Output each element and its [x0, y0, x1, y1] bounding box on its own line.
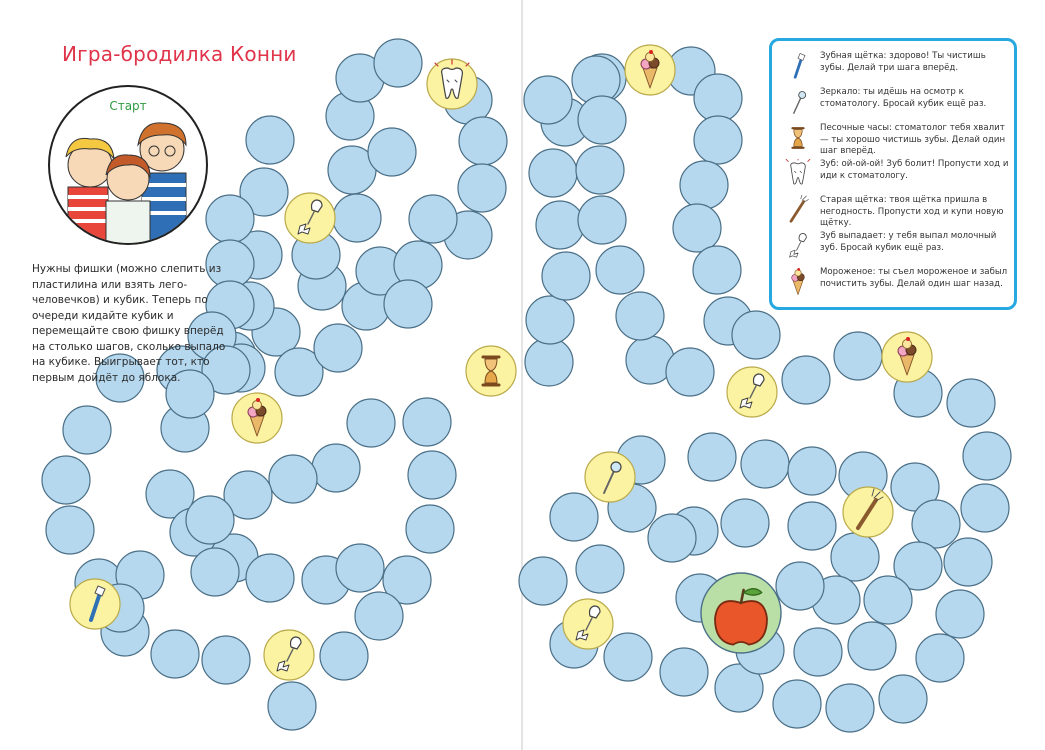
board-space[interactable]	[776, 562, 824, 610]
legend-text: Зубная щётка: здорово! Ты чистишь зубы. Делай три шага вперёд.	[820, 51, 986, 73]
special-space[interactable]	[625, 45, 675, 95]
board-space[interactable]	[529, 149, 577, 197]
board-space[interactable]	[409, 195, 457, 243]
board-space[interactable]	[550, 493, 598, 541]
board-space[interactable]	[616, 292, 664, 340]
board-space[interactable]	[576, 545, 624, 593]
legend-box	[769, 38, 1017, 310]
board-space[interactable]	[206, 195, 254, 243]
special-space[interactable]	[264, 630, 314, 680]
falling-tooth-icon	[780, 231, 820, 261]
board-space[interactable]	[693, 246, 741, 294]
special-space[interactable]	[466, 346, 516, 396]
board-space[interactable]	[578, 96, 626, 144]
board-space[interactable]	[741, 440, 789, 488]
legend-text: Зеркало: ты идёшь на осмотр к стоматологу. Бросай кубик ещё раз.	[820, 87, 987, 109]
board-space[interactable]	[459, 117, 507, 165]
legend-item	[780, 231, 1010, 261]
board-space[interactable]	[826, 684, 874, 732]
board-space[interactable]	[536, 201, 584, 249]
board-space[interactable]	[680, 161, 728, 209]
board-space[interactable]	[542, 252, 590, 300]
legend-text: Мороженое: ты съел мороженое и забыл почистить зубы. Делай один шаг назад.	[820, 267, 1008, 289]
board-space[interactable]	[788, 447, 836, 495]
board-space[interactable]	[848, 622, 896, 670]
board-space[interactable]	[269, 455, 317, 503]
board-space[interactable]	[246, 554, 294, 602]
board-space[interactable]	[688, 433, 736, 481]
special-space[interactable]	[70, 579, 120, 629]
page-title: Игра-бродилка Конни	[62, 42, 297, 66]
special-space[interactable]	[427, 59, 477, 109]
board-space[interactable]	[721, 499, 769, 547]
board-space[interactable]	[794, 628, 842, 676]
board-space[interactable]	[912, 500, 960, 548]
board-space[interactable]	[403, 398, 451, 446]
legend-item	[780, 87, 1010, 117]
board-space[interactable]	[673, 204, 721, 252]
legend-item	[780, 51, 1010, 81]
board-space[interactable]	[333, 194, 381, 242]
board-space[interactable]	[368, 128, 416, 176]
board-space[interactable]	[961, 484, 1009, 532]
board-space[interactable]	[864, 576, 912, 624]
special-space[interactable]	[843, 487, 893, 537]
board-space[interactable]	[732, 311, 780, 359]
board-space[interactable]	[525, 338, 573, 386]
board-space[interactable]	[63, 406, 111, 454]
board-space[interactable]	[191, 548, 239, 596]
rules-text: Нужны фишки (можно слепить из пластилина или взять лего-человечков) и кубик. Теперь по очереди кидайте кубик и перемещайте свою фишку вперёд на столько шагов, сколько выпало на кубике. Выигрывает тот, кто первым дойдёт до яблока.	[32, 263, 226, 384]
board-space[interactable]	[604, 633, 652, 681]
board-space[interactable]	[660, 648, 708, 696]
board-space[interactable]	[151, 630, 199, 678]
board-space[interactable]	[42, 456, 90, 504]
board-space[interactable]	[879, 675, 927, 723]
board-space[interactable]	[834, 332, 882, 380]
board-space[interactable]	[773, 680, 821, 728]
board-space[interactable]	[458, 164, 506, 212]
board-space[interactable]	[246, 116, 294, 164]
board-space[interactable]	[694, 116, 742, 164]
start-medallion[interactable]	[48, 85, 208, 245]
board-space[interactable]	[694, 74, 742, 122]
legend-text: Песочные часы: стоматолог тебя хвалит — ты хорошо чистишь зубы. Делай один шаг вперёд.	[820, 123, 1006, 156]
legend-text: Старая щётка: твоя щётка пришла в негодность. Пропусти ход и купи новую щётку.	[820, 195, 1004, 228]
legend-item	[780, 195, 1010, 230]
board-space[interactable]	[526, 296, 574, 344]
legend-item	[780, 159, 1010, 189]
board-space[interactable]	[202, 636, 250, 684]
board-space[interactable]	[916, 634, 964, 682]
aching-tooth-icon	[780, 159, 820, 189]
board-space[interactable]	[314, 324, 362, 372]
board-space[interactable]	[519, 557, 567, 605]
board-space[interactable]	[578, 196, 626, 244]
board-space[interactable]	[944, 538, 992, 586]
special-space[interactable]	[232, 393, 282, 443]
board-space[interactable]	[963, 432, 1011, 480]
board-space[interactable]	[648, 514, 696, 562]
board-space[interactable]	[320, 632, 368, 680]
board-space[interactable]	[831, 533, 879, 581]
board-space[interactable]	[374, 39, 422, 87]
board-space[interactable]	[186, 496, 234, 544]
goal-space[interactable]	[701, 573, 781, 653]
board-space[interactable]	[788, 502, 836, 550]
board-space[interactable]	[46, 506, 94, 554]
board-space[interactable]	[268, 682, 316, 730]
dental-mirror-icon	[780, 87, 820, 117]
board-space[interactable]	[947, 379, 995, 427]
board-space[interactable]	[782, 356, 830, 404]
old-brush-icon	[780, 195, 820, 225]
legend-item	[780, 267, 1010, 297]
special-space[interactable]	[882, 332, 932, 382]
legend-text: Зуб: ой-ой-ой! Зуб болит! Пропусти ход и иди к стоматологу.	[820, 159, 1009, 181]
special-space[interactable]	[285, 193, 335, 243]
special-space[interactable]	[563, 599, 613, 649]
board-space[interactable]	[384, 280, 432, 328]
special-space[interactable]	[727, 367, 777, 417]
board-space[interactable]	[355, 592, 403, 640]
board-space[interactable]	[936, 590, 984, 638]
board-space[interactable]	[336, 544, 384, 592]
board-space[interactable]	[408, 451, 456, 499]
legend-text: Зуб выпадает: у тебя выпал молочный зуб. Бросай кубик ещё раз.	[820, 231, 997, 253]
ice-cream-icon	[780, 267, 820, 297]
board-space[interactable]	[406, 505, 454, 553]
hourglass-icon	[780, 123, 820, 153]
board-space[interactable]	[312, 444, 360, 492]
board-space[interactable]	[347, 399, 395, 447]
legend-item	[780, 123, 1010, 158]
special-space[interactable]	[585, 452, 635, 502]
board-space[interactable]	[576, 146, 624, 194]
board-space[interactable]	[666, 348, 714, 396]
start-label: Старт	[109, 99, 147, 113]
board-space[interactable]	[596, 246, 644, 294]
toothbrush-icon	[780, 51, 820, 81]
board-space[interactable]	[524, 76, 572, 124]
